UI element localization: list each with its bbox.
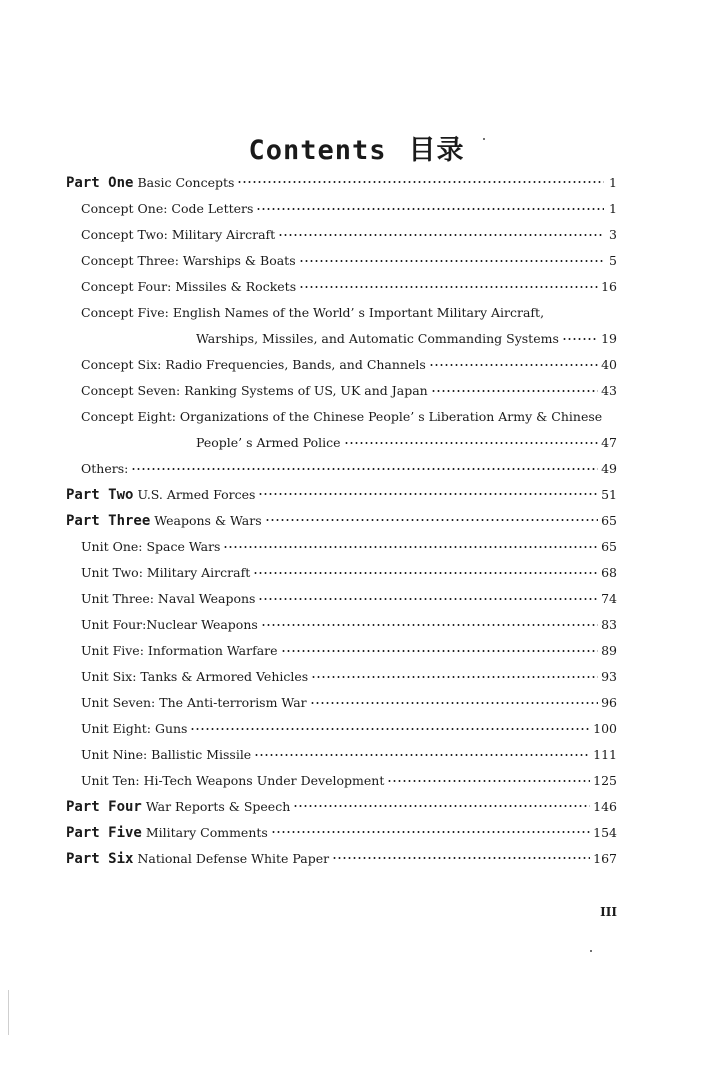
part-label: Part Two [66, 487, 134, 503]
scan-speck [483, 138, 485, 140]
title-chinese: 目录 [408, 135, 465, 166]
dot-leader [258, 483, 598, 499]
dot-leader [131, 461, 598, 474]
toc-unit-one[interactable] [66, 534, 617, 560]
toc-part-one[interactable] [66, 170, 617, 196]
dot-leader [265, 509, 598, 525]
page-number: 51 [601, 487, 617, 502]
dot-leader [562, 331, 598, 344]
toc-unit-two[interactable] [66, 560, 617, 586]
page-number: 93 [601, 669, 617, 684]
entry-title: Unit Ten: Hi-Tech Weapons Under Development [81, 773, 385, 788]
dot-leader [310, 695, 598, 708]
page-number: 154 [593, 825, 617, 840]
entry-title: Concept Four: Missiles & Rockets [81, 279, 297, 294]
page-number: 74 [601, 591, 617, 606]
part-label: Part Three [66, 513, 151, 529]
dot-leader [387, 773, 590, 786]
page-number: 5 [609, 253, 617, 268]
dot-leader [271, 821, 590, 837]
toc-concept-two[interactable] [66, 222, 617, 248]
part-label: Part One [66, 175, 134, 191]
dot-leader [258, 591, 598, 604]
page-number: 16 [601, 279, 617, 294]
part-title: Weapons & Wars [154, 513, 262, 528]
entry-title: Others: [81, 461, 129, 476]
entry-title: Unit Nine: Ballistic Missile [81, 747, 252, 762]
dot-leader [311, 669, 598, 682]
toc-unit-nine[interactable] [66, 742, 617, 768]
folio-page-number: III [600, 905, 617, 919]
toc-concept-six[interactable] [66, 352, 617, 378]
dot-leader [190, 721, 590, 734]
dot-leader [237, 171, 604, 187]
dot-leader [278, 227, 604, 240]
entry-title: Concept Six: Radio Frequencies, Bands, and Channels [81, 357, 426, 372]
toc-part-four[interactable] [66, 794, 617, 820]
page-number: 1 [609, 201, 617, 216]
toc-concept-three[interactable] [66, 248, 617, 274]
entry-title: Unit Two: Military Aircraft [81, 565, 251, 580]
entry-title: Unit Seven: The Anti-terrorism War [81, 695, 307, 710]
dot-leader [256, 201, 604, 214]
toc-unit-four[interactable] [66, 612, 617, 638]
page-number: 68 [601, 565, 617, 580]
part-title: Basic Concepts [137, 175, 235, 190]
dot-leader [261, 617, 598, 630]
part-title: National Defense White Paper [137, 851, 330, 866]
page-title [0, 128, 713, 167]
dot-leader [293, 795, 590, 811]
page-number: 146 [593, 799, 617, 814]
toc-unit-three[interactable] [66, 586, 617, 612]
toc-concept-eight[interactable] [66, 404, 617, 430]
page-number: 100 [593, 721, 617, 736]
entry-title: Concept One: Code Letters [81, 201, 254, 216]
dot-leader [431, 383, 598, 396]
dot-leader [253, 565, 598, 578]
part-label: Part Four [66, 799, 142, 815]
toc-unit-eight[interactable] [66, 716, 617, 742]
toc-concept-one[interactable] [66, 196, 617, 222]
toc-concept-five-continued[interactable] [66, 326, 617, 352]
toc-unit-six[interactable] [66, 664, 617, 690]
entry-title: Concept Three: Warships & Boats [81, 253, 296, 268]
scan-margin-line [8, 990, 9, 1035]
scan-speck [590, 950, 592, 952]
entry-title: Unit Six: Tanks & Armored Vehicles [81, 669, 309, 684]
entry-title-continued: Warships, Missiles, and Automatic Commanding Systems [196, 331, 559, 346]
entry-title: Concept Five: English Names of the World’ s Important Military Aircraft, [81, 305, 545, 320]
page-number: 3 [609, 227, 617, 242]
toc-part-three[interactable] [66, 508, 617, 534]
entry-title: Unit Eight: Guns [81, 721, 188, 736]
toc-unit-seven[interactable] [66, 690, 617, 716]
toc-unit-ten[interactable] [66, 768, 617, 794]
part-label: Part Five [66, 825, 142, 841]
entry-title: Concept Seven: Ranking Systems of US, UK and Japan [81, 383, 428, 398]
dot-leader [299, 253, 604, 266]
entry-title: Concept Eight: Organizations of the Chinese People’ s Liberation Army & Chinese [81, 409, 603, 424]
page-number: 111 [593, 747, 617, 762]
page-number: 1 [609, 175, 617, 190]
dot-leader [299, 279, 598, 292]
toc-concept-seven[interactable] [66, 378, 617, 404]
toc-others[interactable] [66, 456, 617, 482]
toc-unit-five[interactable] [66, 638, 617, 664]
page-number: 65 [601, 513, 617, 528]
title-english: Contents [248, 135, 387, 166]
toc-part-six[interactable] [66, 846, 617, 872]
page-number: 40 [601, 357, 617, 372]
page-number: 49 [601, 461, 617, 476]
toc-part-five[interactable] [66, 820, 617, 846]
page-number: 47 [601, 435, 617, 450]
page-number: 19 [601, 331, 617, 346]
dot-leader [223, 539, 598, 552]
page-number: 83 [601, 617, 617, 632]
page-number: 167 [593, 851, 617, 866]
part-title: War Reports & Speech [145, 799, 291, 814]
page-number: 96 [601, 695, 617, 710]
entry-title: Concept Two: Military Aircraft [81, 227, 276, 242]
entry-title: Unit Five: Information Warfare [81, 643, 278, 658]
entry-title: Unit One: Space Wars [81, 539, 221, 554]
entry-title: Unit Three: Naval Weapons [81, 591, 256, 606]
toc-concept-five[interactable] [66, 300, 617, 326]
page-number: 125 [593, 773, 617, 788]
toc-concept-eight-continued[interactable] [66, 430, 617, 456]
dot-leader [429, 357, 598, 370]
part-title: U.S. Armed Forces [137, 487, 256, 502]
page-number: 65 [601, 539, 617, 554]
toc-concept-four[interactable] [66, 274, 617, 300]
dot-leader [254, 747, 590, 760]
entry-title: Unit Four:Nuclear Weapons [81, 617, 258, 632]
toc-part-two[interactable] [66, 482, 617, 508]
dot-leader [332, 847, 590, 863]
page-number: 89 [601, 643, 617, 658]
dot-leader [281, 643, 599, 656]
dot-leader [344, 435, 599, 448]
part-title: Military Comments [145, 825, 268, 840]
table-of-contents [66, 170, 617, 872]
part-label: Part Six [66, 851, 134, 867]
page-number: 43 [601, 383, 617, 398]
entry-title-continued: People’ s Armed Police [196, 435, 341, 450]
